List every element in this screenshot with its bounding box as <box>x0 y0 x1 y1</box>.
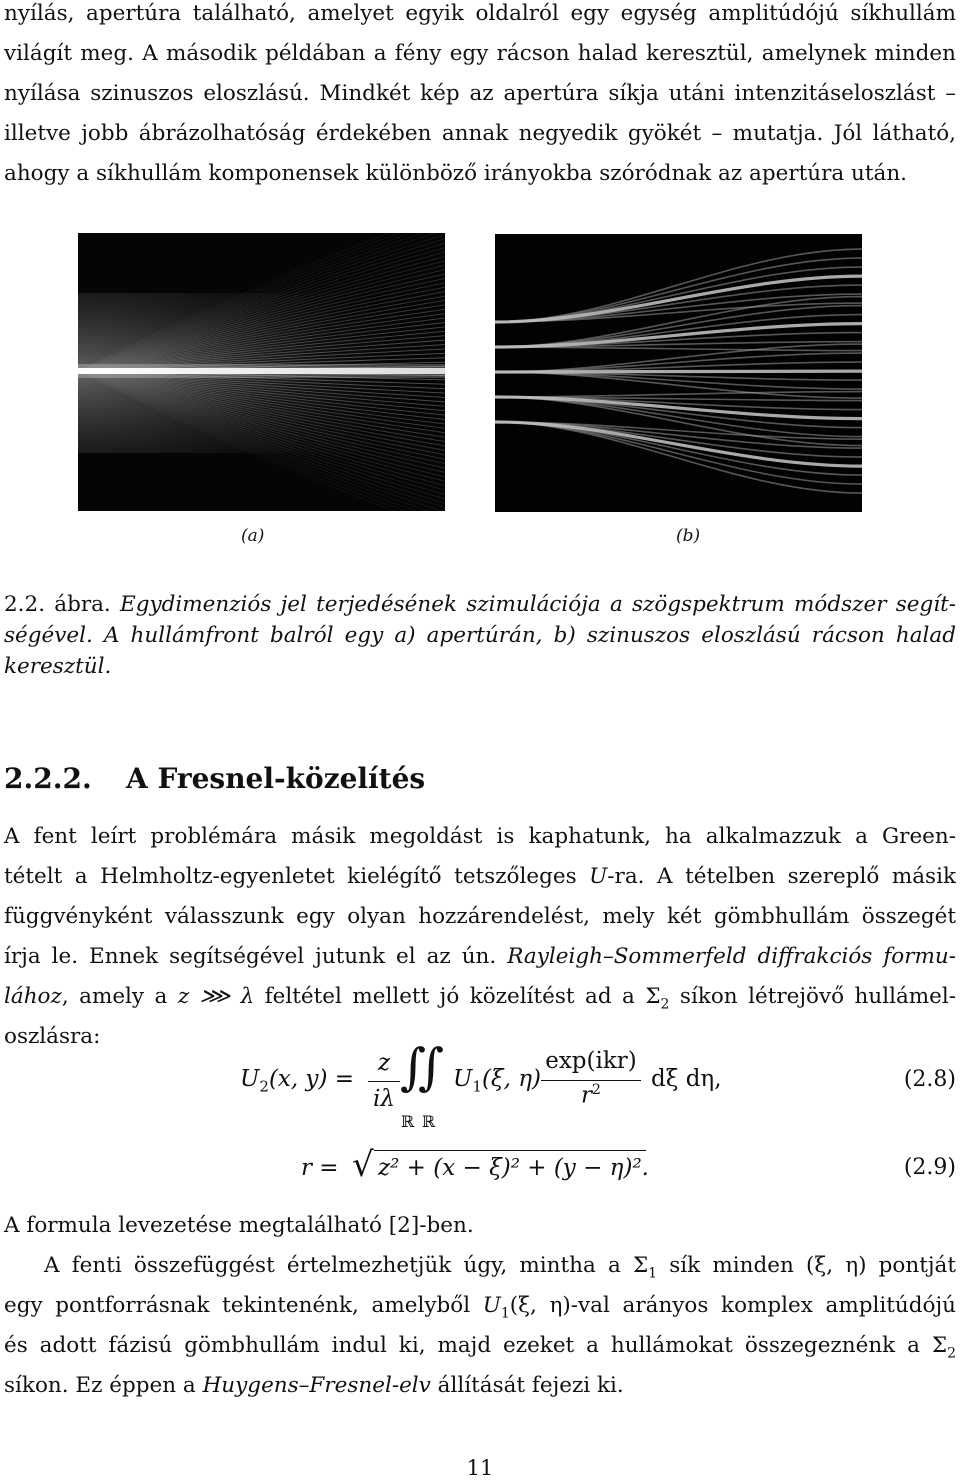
eq2-body: z² + (x − ξ)² + (y − η)². <box>378 1155 649 1181</box>
body1-line-1: A fent leírt problémára másik megoldást is kaphatunk, ha alkalmazzuk a Green- <box>4 824 956 849</box>
body2-line-2: A fenti összefüggést értelmezhetjük úgy, mintha a $\Sigma_1$ sík minden (ξ, η) pontját <box>44 1253 956 1282</box>
section-number: 2.2.2. <box>4 762 92 795</box>
figure-b-image <box>495 234 862 512</box>
intro-line-2: világít meg. A második példában a fény egy rácson halad keresztül, amelynek minden <box>4 41 956 66</box>
eq1-integral-sign: ∫∫ <box>400 1038 437 1096</box>
eq2-sqrt-bar <box>374 1150 646 1151</box>
eq1-frac2-den: $r^2$ <box>581 1082 601 1109</box>
intro-line-1: nyílás, apertúra található, amelyet egyik oldalról egy egység amplitúdójú síkhullám <box>4 1 956 26</box>
body2-line-3: egy pontforrásnak tekintenénk, amelyből $U_1(\xi$, η)-val arányos komplex amplitúdójú <box>4 1293 956 1322</box>
section-heading <box>4 762 425 795</box>
caption-prefix: 2.2. ábra. <box>4 592 111 617</box>
eq1-domain-2: ℝ <box>422 1112 436 1131</box>
caption-line-2: ségével. A hullámfront balról egy a) apertúrán, b) szinuszos eloszlású rácson halad <box>4 623 956 648</box>
eq1-frac-bar <box>368 1081 400 1082</box>
body2-line-4: és adott fázisú gömbhullám indul ki, majd ezeket a hullámokat összegeznénk a $\Sigma_2$ <box>4 1333 956 1362</box>
eq1-frac-num: z <box>377 1050 391 1076</box>
body1-line-3: függvényként válasszunk egy olyan hozzárendelést, mely két gömbhullám összegét <box>4 904 956 929</box>
eq1-integrand: $U_1(\xi$, η) <box>453 1066 541 1096</box>
eq1-differential: dξ dη, <box>651 1066 722 1092</box>
intro-line-5: ahogy a síkhullám komponensek különböző irányokba szóródnak az apertúra után. <box>4 161 908 186</box>
body2-line-5: síkon. Ez éppen a Huygens–Fresnel-elv állítását fejezi ki. <box>4 1373 624 1398</box>
caption-line-3: keresztül. <box>4 654 112 679</box>
eq1-lhs: $U_2(x$, y) = <box>240 1066 355 1096</box>
figure-caption <box>4 589 956 682</box>
eq1-number: (2.8) <box>903 1067 956 1092</box>
intro-line-3: nyílása szinuszos eloszlású. Mindkét kép az apertúra síkja utáni intenzitáseloszlást – <box>4 81 956 106</box>
body1-line-6: oszlásra: <box>4 1024 101 1049</box>
eq1-frac-den: iλ <box>373 1086 395 1112</box>
figure-b-label: (b) <box>676 526 701 546</box>
eq2-number: (2.9) <box>903 1155 956 1180</box>
eq2-sqrt-sign: √ <box>352 1145 374 1185</box>
caption-line-1: Egydimenziós jel terjedésének szimulációja a szögspektrum módszer segít- <box>120 592 957 617</box>
body2-line-1: A formula levezetése megtalálható [2]-ben. <box>4 1213 474 1238</box>
body1-line-5: lához, amely a z ⋙ λ feltétel mellett jó közelítést ad a $\Sigma_2$ síkon létrejövő hullámel- <box>4 984 957 1013</box>
body1-line-4: írja le. Ennek segítségével jutunk el az ún. Rayleigh–Sommerfeld diffrakciós formu- <box>4 944 956 969</box>
figure-a-image <box>78 233 445 511</box>
eq1-frac2-bar <box>541 1080 641 1081</box>
eq1-frac2-num: exp(ikr) <box>545 1048 637 1074</box>
eq1-domain-1: ℝ <box>401 1112 415 1131</box>
figure-a-label: (a) <box>241 526 265 546</box>
page-number: 11 <box>466 1456 494 1480</box>
body1-line-2: tételt a Helmholtz-egyenletet kielégítő tetszőleges U-ra. A tételben szereplő másik <box>4 864 956 889</box>
eq2-lhs: r = <box>301 1155 339 1181</box>
intro-line-4: illetve jobb ábrázolhatóság érdekében annak negyedik gyökét – mutatja. Jól látható, <box>4 121 956 146</box>
section-title: A Fresnel-közelítés <box>126 762 426 795</box>
